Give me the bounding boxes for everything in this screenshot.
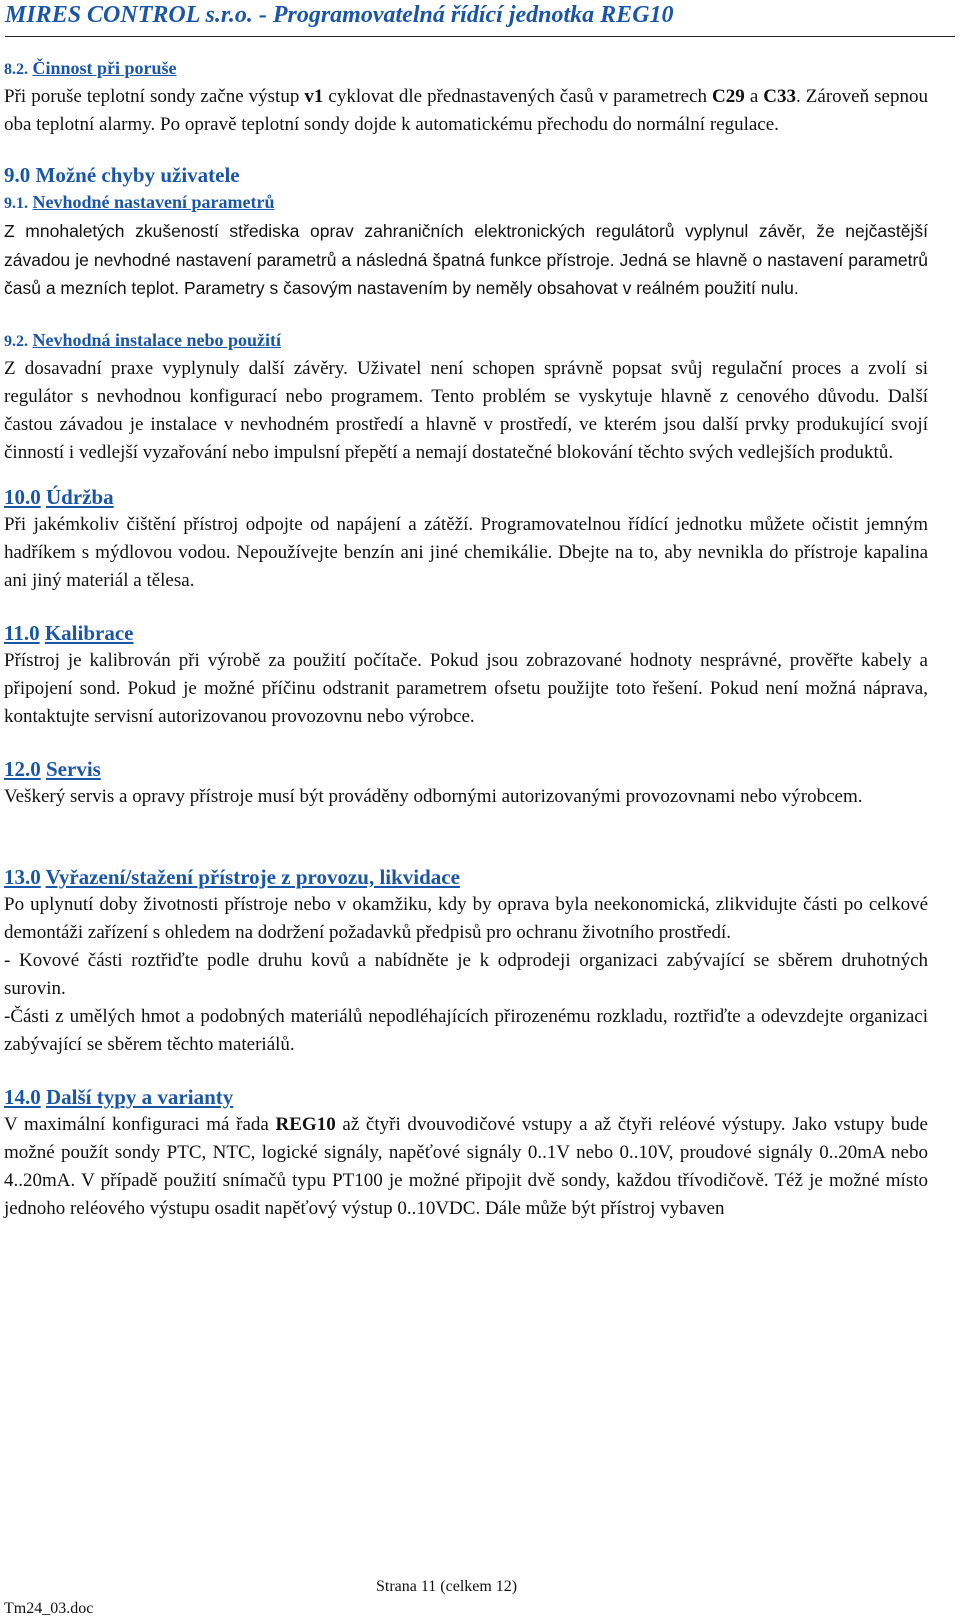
body-text: a	[744, 86, 764, 107]
section-heading	[4, 1083, 928, 1111]
section-heading	[4, 755, 928, 783]
body-bold: C29	[712, 86, 745, 107]
section-body	[4, 83, 928, 139]
section-body: -Části z umělých hmot a podobných materiálů nepodléhajících přirozenému rozkladu, roztřiďte a odevzdejte organizaci zabývající se sběrem těchto materiálů.	[4, 1005, 928, 1055]
file-name: Tm24_03.doc	[4, 1600, 94, 1617]
section-number: 13.0	[4, 864, 41, 889]
section-10	[4, 483, 928, 595]
section-body: Z mnohaletých zkušeností střediska oprav zahraničních elektronických regulátorů vyplynul závěr, že nejčastější závadou je nevhodné nastavení parametrů a následná špatná funkce přístroje. Jedná se hlavně o nastavení parametrů časů a mezních teplot. Parametry s časovým nastavením by neměly obsahovat v reálném použití nulu.	[4, 221, 928, 298]
body-text: . Zároveň sepnou oba teplotní alarmy. Po opravě teplotní sondy dojde k automatickému přechodu do normální regulace.	[4, 86, 928, 135]
section-title: Další typy a varianty	[46, 1084, 234, 1109]
section-body: Po uplynutí doby životnosti přístroje nebo v okamžiku, kdy by oprava byla neekonomická, zlikvidujte části po celkové demontáži zařízení s ohledem na dodržení požadavků předpisů pro ochranu životního prostředí.	[4, 893, 928, 943]
section-heading	[4, 189, 928, 217]
section-number: 11.0	[4, 620, 40, 645]
section-heading	[4, 619, 928, 647]
section-9-0	[4, 161, 928, 189]
section-title: Nevhodná instalace nebo použití	[32, 329, 282, 350]
section-heading	[4, 327, 928, 355]
section-body: Z dosavadní praxe vyplynuly další závěry. Uživatel není schopen správně popsat svůj regulační proces a zvolí si regulátor s nevhodnou konfigurací nebo programem. Tento problém se vyskytuje hlavně z cenového důvodu. Další častou závadou je instalace v nevhodném prostředí a hlavně v prostředí, ve kterém jsou další prvky produkující svojí činností i vedlejší vyzařování nebo impulsní přepětí a nemají dostatečné blokování těchto svých vedlejších produktů.	[4, 357, 928, 463]
section-number: 9.0	[4, 163, 31, 187]
section-title: Údržba	[46, 484, 114, 509]
section-title: Kalibrace	[44, 620, 134, 645]
section-number: 14.0	[4, 1084, 41, 1109]
section-heading	[4, 863, 928, 891]
header-rule	[5, 36, 955, 37]
product-title: Programovatelná řídící jednotka REG10	[272, 2, 674, 28]
header-separator: -	[252, 2, 273, 28]
section-body: Přístroj je kalibrován při výrobě za použití počítače. Pokud jsou zobrazované hodnoty nesprávné, prověřte kabely a připojení sond. Pokud je možné příčinu odstranit parametrem ofsetu použijte toto řešení. Pokud není možná náprava, kontaktujte servisní autorizovanou provozovnu nebo výrobce.	[4, 649, 928, 727]
section-9-2	[4, 327, 928, 467]
section-12	[4, 755, 928, 811]
body-text: až čtyři dvouvodičové vstupy a až čtyři reléové výstupy. Jako vstupy bude možné použít sondy PTC, NTC, logické signály, napěťové signály 0..1V nebo 0..10V, proudové signály 0..20mA nebo 4..20mA. V případě použití snímačů typu PT100 je možné připojit dvě sondy, každou třívodičově. Též je možné místo jednoho reléového výstupu osadit napěťový výstup 0..10VDC. Dále může být přístroj vybaven	[4, 1113, 928, 1219]
section-9-1	[4, 189, 928, 303]
section-title: Servis	[46, 756, 101, 781]
section-body: - Kovové části roztřiďte podle druhu kovů a nabídněte je k odprodeji organizaci zabývající se sběrem druhotných surovin.	[4, 949, 928, 999]
section-8-2	[4, 55, 928, 139]
section-body: Při jakémkoliv čištění přístroj odpojte od napájení a zátěží. Programovatelnou řídící jednotku můžete očistit jemným hadříkem s mýdlovou vodou. Nepoužívejte benzín ani jiné chemikálie. Dbejte na to, aby nevnikla do přístroje kapalina ani jiný materiál a tělesa.	[4, 513, 928, 591]
section-heading	[4, 55, 928, 83]
section-number: 9.1.	[4, 195, 28, 212]
body-bold: C33	[763, 86, 797, 107]
document-header	[5, 2, 674, 29]
section-body: Veškerý servis a opravy přístroje musí být prováděny odbornými autorizovanými provozovnami nebo výrobcem.	[4, 785, 863, 807]
body-text: V maximální konfiguraci má řada	[4, 1113, 276, 1135]
section-heading	[4, 483, 928, 511]
section-14	[4, 1083, 928, 1223]
body-text: cyklovat dle přednastavených časů v parametrech	[323, 86, 713, 107]
section-number: 9.2.	[4, 332, 28, 350]
page-content	[4, 55, 928, 1223]
section-number: 12.0	[4, 756, 41, 781]
section-number: 8.2.	[4, 61, 28, 78]
section-11	[4, 619, 928, 731]
section-title: Činnost při poruše	[32, 58, 177, 78]
page-number: Strana 11 (celkem 12)	[376, 1578, 518, 1595]
section-heading	[4, 161, 928, 189]
company-name: MIRES CONTROL s.r.o.	[5, 2, 253, 28]
body-bold: REG10	[275, 1113, 336, 1135]
section-body	[4, 1111, 928, 1223]
section-title: Vyřazení/stažení přístroje z provozu, likvidace	[45, 864, 460, 889]
section-title: Nevhodné nastavení parametrů	[32, 192, 275, 212]
section-number: 10.0	[4, 484, 41, 509]
body-text: Při poruše teplotní sondy začne výstup	[4, 86, 305, 107]
section-13	[4, 863, 928, 1059]
body-bold: v1	[304, 86, 324, 107]
section-title: Možné chyby uživatele	[35, 163, 240, 187]
